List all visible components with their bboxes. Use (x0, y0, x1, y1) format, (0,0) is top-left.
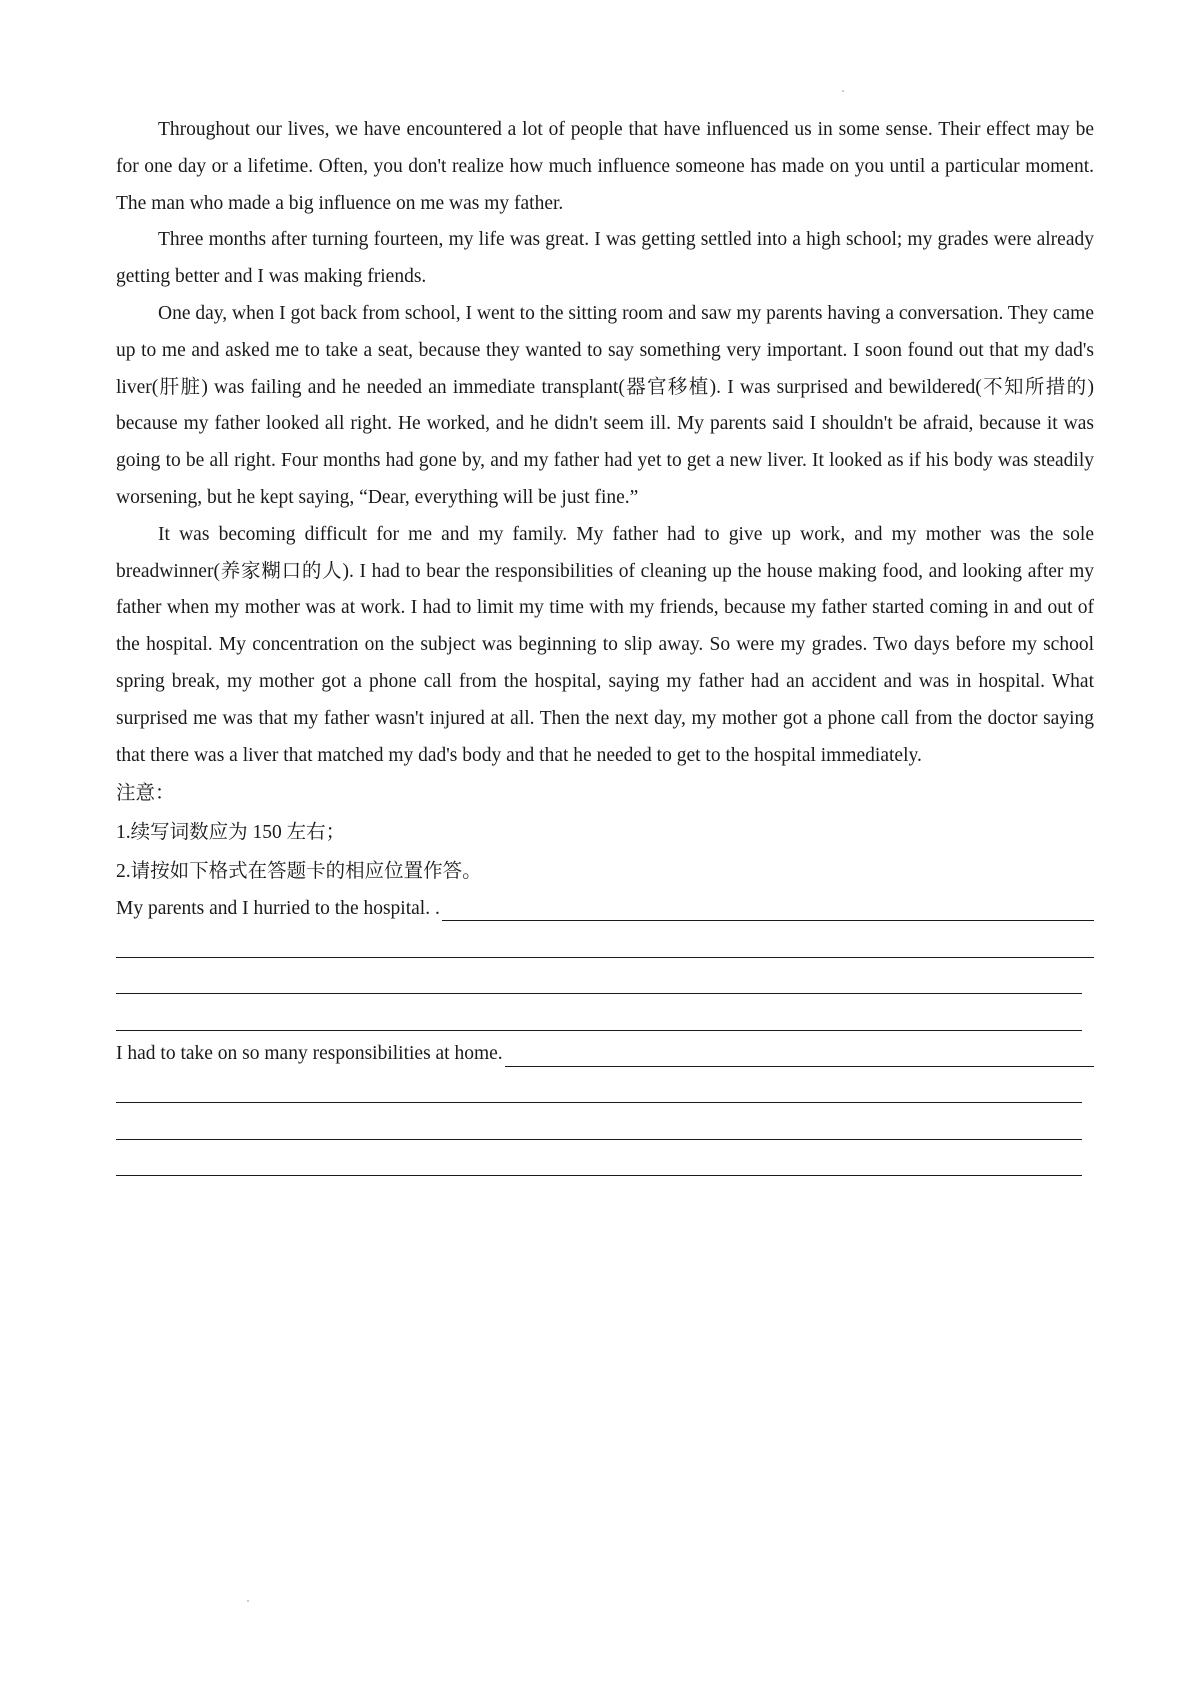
answer-section-1 (116, 891, 1094, 1037)
passage-paragraph-3: One day, when I got back from school, I went to the sitting room and saw my parents having a conversation. They came up to me and asked me to take a seat, because they wanted to say something very important. I soon found out that my dad's liver(肝脏) was failing and he needed an immediate transplant(器官移植). I was surprised and bewildered(不知所措的) because my father looked all right. He worked, and he didn't seem ill. My parents said I shouldn't be afraid, because it was going to be all right. Four months had gone by, and my father had yet to get a new liver. It looked as if his body was steadily worsening, but he kept saying, “Dear, everything will be just fine.” (116, 302, 1094, 508)
answer-blank-line[interactable] (116, 927, 1094, 964)
passage-paragraph-1: Throughout our lives, we have encountered a lot of people that have influenced us in some sense. Their effect may be for one day or a lifetime. Often, you don't realize how much influence someone has made on you until a particular moment. The man who made a big influence on me was my father. (116, 119, 1094, 214)
answer-blank-line[interactable] (116, 1146, 1094, 1183)
passage-paragraph-4: It was becoming difficult for me and my family. My father had to give up work, and my mother was the sole breadwinner(养家糊口的人). I had to bear the responsibilities of cleaning up the house making food, and looking after my father when my mother was at work. I had to limit my time with my friends, because my father started coming in and out of the hospital. My concentration on the subject was beginning to slip away. So were my grades. Two days before my school spring break, my mother got a phone call from the hospital, saying my father had an accident and was in hospital. What surprised me was that my father wasn't injured at all. Then the next day, my mother got a phone call from the doctor saying that there was a liver that matched my dad's body and that he needed to get to the hospital immediately. (116, 523, 1094, 766)
answer-blank-line[interactable] (116, 1073, 1094, 1110)
answer-blank-line[interactable] (116, 1109, 1094, 1146)
notes-heading: 注意： (116, 783, 175, 805)
answer-lead-row (116, 891, 1094, 927)
note-item-format: 2.请按如下格式在答题卡的相应位置作答。 (116, 861, 482, 883)
scan-speck (842, 90, 844, 92)
answer-blank-line[interactable] (442, 920, 1094, 921)
document-body (116, 112, 1094, 1182)
answer-lead-sentence-2: I had to take on so many responsibilities at home. (116, 1043, 503, 1065)
note-item-word-count: 1.续写词数应为 150 左右； (116, 822, 346, 844)
answer-lead-sentence-1: My parents and I hurried to the hospital. . (116, 897, 440, 919)
answer-blank-line[interactable] (505, 1066, 1094, 1067)
answer-lead-row (116, 1037, 1094, 1073)
answer-blank-line[interactable] (116, 964, 1094, 1001)
answer-blank-line[interactable] (116, 1000, 1094, 1037)
passage-paragraph-2: Three months after turning fourteen, my life was great. I was getting settled into a high school; my grades were already getting better and I was making friends. (116, 229, 1094, 288)
scan-speck (247, 1600, 249, 1602)
answer-section-2 (116, 1037, 1094, 1183)
